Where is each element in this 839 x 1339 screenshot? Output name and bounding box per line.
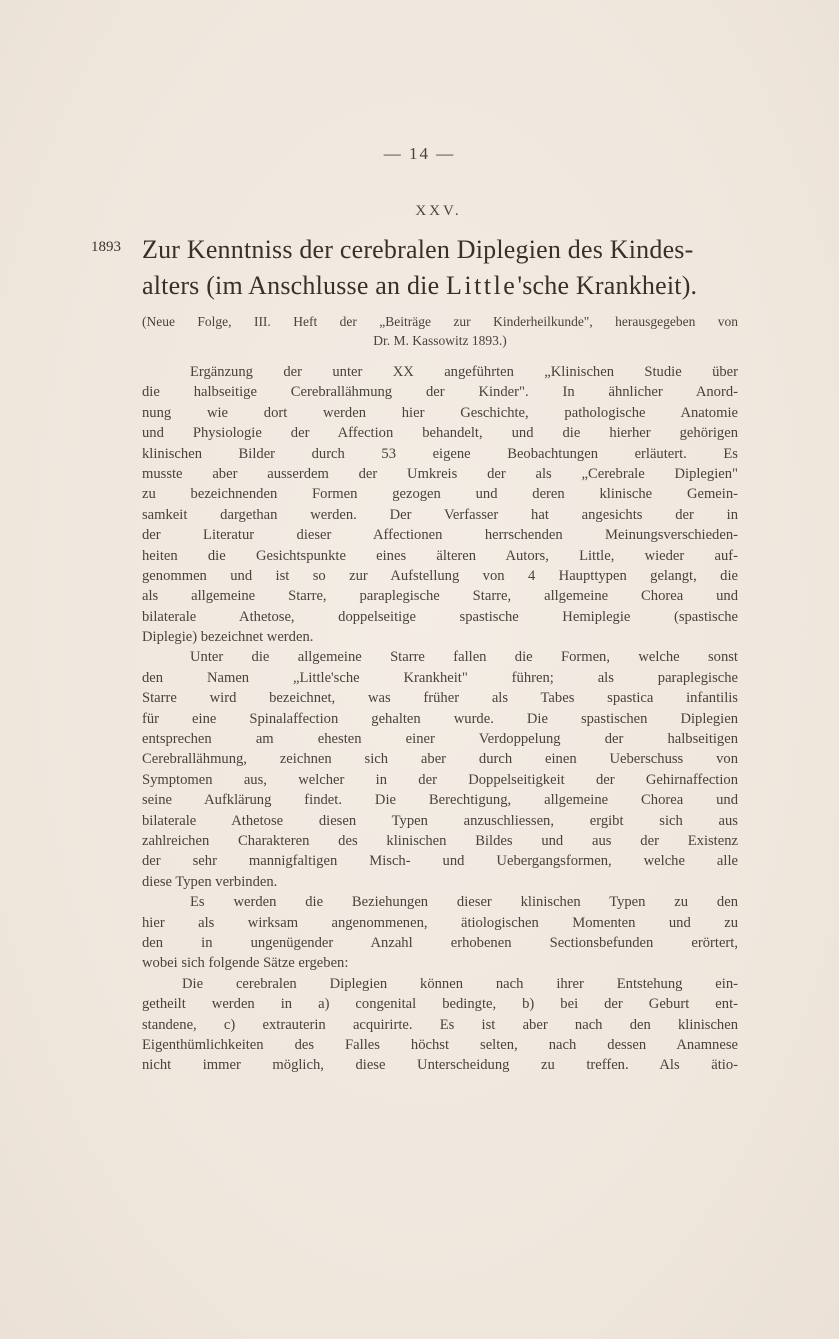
- body-line: samkeit dargethan werden. Der Verfasser hat angesichts der in: [142, 506, 738, 523]
- title-line-2-start: alters (im Anschlusse an die: [142, 271, 447, 300]
- body-line: standene, c) extrauterin acquirirte. Es ist aber nach den klinischen: [142, 1016, 738, 1033]
- body-line: genommen und ist so zur Aufstellung von 4 Haupttypen gelangt, die: [142, 567, 738, 584]
- body-line: wobei sich folgende Sätze ergeben:: [142, 955, 349, 972]
- body-line: Symptomen aus, welcher in der Doppelseitigkeit der Gehirnaffection: [142, 771, 738, 788]
- body-line: und Physiologie der Affection behandelt, und die hierher gehörigen: [142, 425, 738, 442]
- body-line: diese Typen verbinden.: [142, 873, 278, 890]
- title-line-1: Zur Kenntniss der cerebralen Diplegien des Kindes-: [142, 235, 694, 264]
- source-citation: [142, 312, 738, 350]
- body-line: Starre wird bezeichnet, was früher als Tabes spastica infantilis: [142, 690, 738, 707]
- body-line: hier als wirksam angenommenen, ätiologischen Momenten und zu: [142, 914, 738, 931]
- body-line: den Namen „Little'sche Krankheit" führen; als paraplegische: [142, 669, 738, 686]
- body-line: zahlreichen Charakteren des klinischen Bildes und aus der Existenz: [142, 832, 738, 849]
- body-line: die halbseitige Cerebrallähmung der Kinder". In ähnlicher Anord-: [142, 384, 738, 401]
- body-line: bilaterale Athetose, doppelseitige spastische Hemiplegie (spastische: [142, 608, 738, 625]
- body-line: heiten die Gesichtspunkte eines älteren Autors, Little, wieder auf-: [142, 547, 738, 564]
- body-line: Diplegie) bezeichnet werden.: [142, 629, 314, 646]
- body-line: nicht immer möglich, diese Unterscheidung zu treffen. Als ätio-: [142, 1057, 738, 1074]
- margin-year: 1893: [91, 239, 121, 255]
- body-line: Ergänzung der unter XX angeführten „Klinischen Studie über: [190, 364, 738, 380]
- body-line: Cerebrallähmung, zeichnen sich aber durch einen Ueberschuss von: [142, 751, 738, 768]
- source-line-2: Dr. M. Kassowitz 1893.): [373, 333, 507, 348]
- body-line: entsprechen am ehesten einer Verdoppelung der halbseitigen: [142, 731, 738, 748]
- body-line: für eine Spinalaffection gehalten wurde. Die spastischen Diplegien: [142, 710, 738, 727]
- body-line: der sehr mannigfaltigen Misch- und Uebergangsformen, welche alle: [142, 853, 738, 870]
- body-text: [142, 362, 738, 1076]
- body-line: seine Aufklärung findet. Die Berechtigung, allgemeine Chorea und: [142, 792, 738, 809]
- body-line: zu bezeichnenden Formen gezogen und deren klinische Gemein-: [142, 486, 738, 503]
- body-line: Die cerebralen Diplegien können nach ihrer Entstehung ein-: [182, 975, 738, 992]
- body-line: musste aber ausserdem der Umkreis der als „Cerebrale Diplegien": [142, 465, 738, 482]
- body-line: getheilt werden in a) congenital bedingte, b) bei der Geburt ent-: [142, 996, 738, 1013]
- source-line-1: (Neue Folge, III. Heft der „Beiträge zur Kinderheilkunde", herausgegeben von: [142, 314, 738, 329]
- body-line: bilaterale Athetose diesen Typen anzuschliessen, ergibt sich aus: [142, 812, 738, 829]
- body-line: Eigenthümlichkeiten des Falles höchst selten, nach dessen Anamnese: [142, 1036, 738, 1053]
- body-line: nung wie dort werden hier Geschichte, pathologische Anatomie: [142, 404, 738, 421]
- body-line: Es werden die Beziehungen dieser klinischen Typen zu den: [190, 894, 738, 911]
- title-line-2: [142, 268, 762, 304]
- body-line: Unter die allgemeine Starre fallen die Formen, welche sonst: [190, 649, 738, 666]
- article-title: [142, 232, 762, 304]
- title-line-2-end: 'sche Krankheit).: [517, 271, 698, 300]
- body-line: den in ungenügender Anzahl erhobenen Sectionsbefunden erörtert,: [142, 934, 738, 951]
- body-line: als allgemeine Starre, paraplegische Starre, allgemeine Chorea und: [142, 588, 738, 605]
- body-line: klinischen Bilder durch 53 eigene Beobachtungen erläutert. Es: [142, 445, 738, 462]
- title-spaced-name: Little: [446, 271, 518, 300]
- body-line: der Literatur dieser Affectionen herrschenden Meinungsverschieden-: [142, 527, 738, 544]
- section-number: XXV.: [415, 203, 462, 219]
- page-number: — 14 —: [383, 144, 456, 163]
